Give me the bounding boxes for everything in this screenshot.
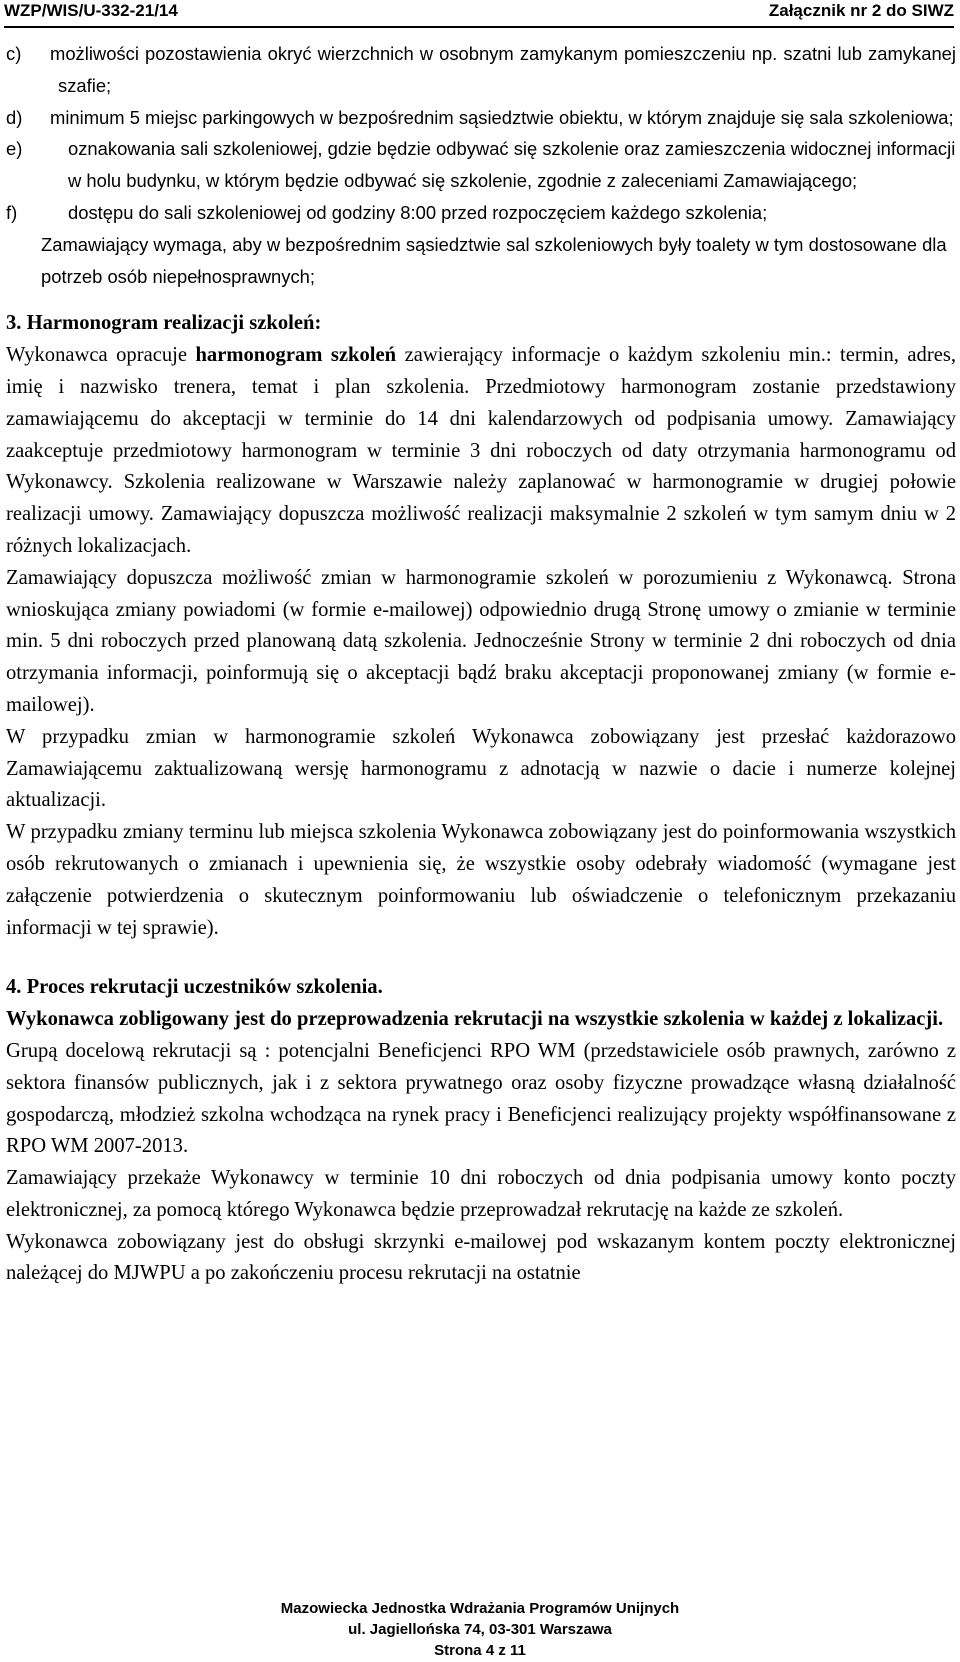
institution-address: ul. Jagiellońska 74, 03-301 Warszawa <box>348 1621 612 1638</box>
document-reference: WZP/WIS/U-332-21/14 <box>4 1 178 20</box>
list-label: e) <box>6 138 23 160</box>
list-label: d) <box>6 106 23 128</box>
section-3-paragraph-3: W przypadku zmian w harmonogramie szkoleń Wykonawca zobowiązany jest przesłać każdorazowo Zamawiającemu zaktualizowaną wersję harmonogramu z adnotacją w nazwie o dacie i numerze kolejnej aktualizacji. <box>6 725 956 812</box>
list-label: f) <box>6 201 18 223</box>
list-item-c <box>6 38 956 102</box>
section-3-heading: 3. Harmonogram realizacji szkoleń: <box>6 312 322 335</box>
list-item-e <box>6 133 956 197</box>
document-body <box>6 38 956 1290</box>
page-number: Strona 4 z 11 <box>434 1642 526 1659</box>
toilet-requirement-note: Zamawiający wymaga, aby w bezpośrednim sąsiedztwie sal szkoleniowych były toalety w tym dostosowane dla potrzeb osób niepełnosprawnych; <box>41 233 947 287</box>
section-3-paragraph-4: W przypadku zmiany terminu lub miejsca szkolenia Wykonawca zobowiązany jest do poinformowania wszystkich osób rekrutowanych o zmianach i upewnienia się, że wszystkie osoby odebrały wiadomość (wymagane jest załączenie potwierdzenia o skutecznym poinformowaniu lub oświadczenie o telefonicznym przekazaniu informacji w tej sprawie). <box>6 821 956 939</box>
list-item-d <box>6 102 956 134</box>
section-3-paragraph-2: Zamawiający dopuszcza możliwość zmian w harmonogramie szkoleń w porozumieniu z Wykonawcą. Strona wnioskująca zmiany powiadomi (w formie e-mailowej) odpowiednio drugą Stronę umowy o zmianie w terminie min. 5 dni roboczych przed planowaną datą szkolenia. Jednocześnie Strony w terminie 2 dni roboczych od dnia otrzymania informacji, poinformują się o akceptacji bądź braku akceptacji proponowanej zmiany (w formie e-mailowej). <box>6 566 956 716</box>
institution-name: Mazowiecka Jednostka Wdrażania Programów Unijnych <box>280 1600 680 1617</box>
list-item-f <box>6 197 956 229</box>
page-header <box>4 0 954 28</box>
list-text: oznakowania sali szkoleniowej, gdzie będzie odbywać się szkolenie oraz zamieszczenia widocznej informacji w holu budynku, w którym będzie odbywać się szkolenie, zgodnie z zaleceniami Zamawiającego; <box>68 138 956 192</box>
list-text: minimum 5 miejsc parkingowych w bezpośrednim sąsiedztwie obiektu, w którym znajduje się sala szkoleniowa; <box>50 106 954 128</box>
section-3-paragraph-1 <box>6 340 956 563</box>
emphasis-text: harmonogram szkoleń <box>195 344 397 367</box>
list-text: możliwości pozostawienia okryć wierzchnich w osobnym zamykanym pomieszczeniu np. szatni lub zamykanej szafie; <box>50 43 956 96</box>
section-4-paragraph-1: Grupą docelową rekrutacji są : potencjalni Beneficjenci RPO WM (przedstawiciele osób prawnych, zarówno z sektora finansów publicznych, jak i z sektora prywatnego oraz osoby fizyczne prowadzące własną działalność gospodarczą, młodzież szkolna wchodząca na rynek pracy i Beneficjenci realizujący projekty współfinansowane z RPO WM 2007-2013. <box>6 1039 956 1158</box>
section-4-paragraph-3: Wykonawca zobowiązany jest do obsługi skrzynki e-mailowej pod wskazanym kontem poczty elektronicznej należącej do MJWPU a po zakończeniu procesu rekrutacji na ostatnie <box>6 1230 956 1285</box>
page-footer <box>0 1598 960 1661</box>
list-text: dostępu do sali szkoleniowej od godziny 8:00 przed rozpoczęciem każdego szkolenia; <box>68 201 768 223</box>
section-4-paragraph-2: Zamawiający przekaże Wykonawcy w terminie 10 dni roboczych od dnia podpisania umowy konto poczty elektronicznej, za pomocą którego Wykonawca będzie przeprowadzał rekrutację na każde ze szkoleń. <box>6 1167 956 1221</box>
list-label: c) <box>6 43 22 64</box>
paragraph-text: zawierający informacje o każdym szkoleniu min.: termin, adres, imię i nazwisko trenera, temat i plan szkolenia. Przedmiotowy harmonogram zostanie przedstawiony zamawiającemu do akceptacji w terminie do 14 dni kalendarzowych od podpisania umowy. Zamawiający zaakceptuje przedmiotowy harmonogram w terminie 3 dni roboczych od daty otrzymania harmonogramu od Wykonawcy. Szkolenia realizowane w Warszawie należy zaplanować w harmonogramie w drugiej połowie realizacji umowy. Zamawiający dopuszcza możliwość realizacji maksymalnie 2 szkoleń w tym samym dniu w 2 różnych lokalizacjach. <box>6 344 956 557</box>
paragraph-text: Wykonawca opracuje <box>6 344 196 367</box>
section-4-bold-paragraph: Wykonawca zobligowany jest do przeprowadzenia rekrutacji na wszystkie szkolenia w każdej z lokalizacji. <box>6 1008 944 1031</box>
attachment-label: Załącznik nr 2 do SIWZ <box>768 1 954 20</box>
section-4-heading: 4. Proces rekrutacji uczestników szkolenia. <box>6 976 383 999</box>
requirements-list <box>6 38 956 292</box>
